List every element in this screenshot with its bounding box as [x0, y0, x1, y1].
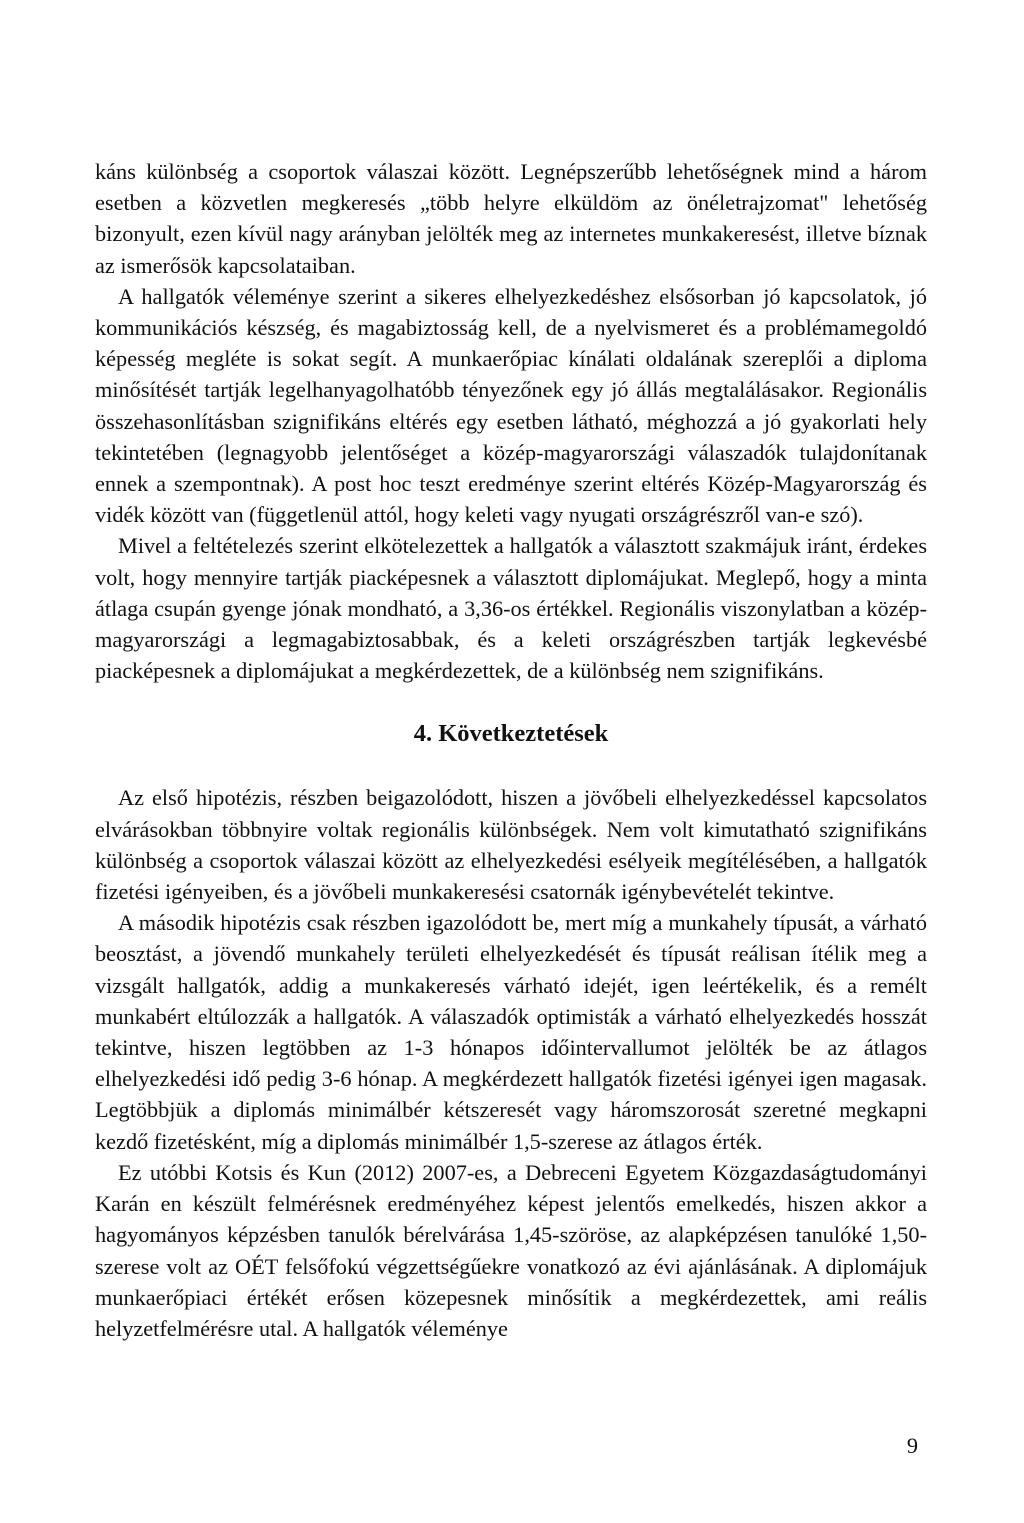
- body-paragraph: káns különbség a csoportok válaszai között. Legnépszerűbb lehetőségnek mind a három esetben a közvetlen megkeresés „több helyre elküldöm az önéletrajzomat" lehetőség bizonyult, ezen kívül nagy arányban jelölték meg az internetes munkakeresést, illetve bíznak az ismerősök kapcsolataiban.: [95, 159, 927, 278]
- page-body: [95, 156, 927, 1344]
- paragraphs-before-heading: [95, 156, 927, 686]
- page-number: 9: [906, 1433, 918, 1458]
- paragraphs-after-heading: [95, 782, 927, 1344]
- body-paragraph: Mivel a feltételezés szerint elkötelezettek a hallgatók a választott szakmájuk iránt, érdekes volt, hogy mennyire tartják piacképesnek a választott diplomájukat. Meglepő, hogy a minta átlaga csupán gyenge jónak mondható, a 3,36-os értékkel. Regionális viszonylatban a közép-magyarországi a legmagabiztosabbak, és a keleti országrészben tartják legkevésbé piacképesnek a diplomájukat a megkérdezettek, de a különbség nem szignifikáns.: [95, 533, 927, 684]
- body-paragraph: Ez utóbbi Kotsis és Kun (2012) 2007-es, a Debreceni Egyetem Közgazdaságtudományi Karán en készült felmérésnek eredményéhez képest jelentős emelkedés, hiszen akkor a hagyományos képzésben tanulók bérelvárása 1,45-szöröse, az alapképzésen tanulóké 1,50-szerese volt az OÉT felsőfokú végzettségűekre vonatkozó az évi ajánlásának. A diplomájuk munkaerőpiaci értékét erősen közepesnek minősítik a megkérdezettek, ami reális helyzetfelmérésre utal. A hallgatók véleménye: [95, 1159, 927, 1341]
- body-paragraph: Az első hipotézis, részben beigazolódott, hiszen a jövőbeli elhelyezkedéssel kapcsolatos elvárásokban többnyire voltak regionális különbségek. Nem volt kimutatható szignifikáns különbség a csoportok válaszai között az elhelyezkedési esélyeik megítélésében, a hallgatók fizetési igényeiben, és a jövőbeli munkakeresési csatornák igénybevételét tekintve.: [95, 785, 927, 905]
- body-paragraph: A második hipotézis csak részben igazolódott be, mert míg a munkahely típusát, a várható beosztást, a jövendő munkahely területi elhelyezkedését és típusát reálisan ítélik meg a vizsgált hallgatók, addig a munkakeresés várható idejét, igen leértékelik, és a remélt munkabért eltúlozzák a hallgatók. A válaszadók optimisták a várható elhelyezkedés hosszát tekintve, hiszen legtöbben az 1-3 hónapos időintervallumot jelölték be az átlagos elhelyezkedési idő pedig 3-6 hónap. A megkérdezett hallgatók fizetési igényei igen magasak. Legtöbbjük a diplomás minimálbér kétszeresét vagy háromszorosát szeretné megkapni kezdő fizetésként, míg a diplomás minimálbér 1,5-szerese az átlagos érték.: [95, 910, 927, 1154]
- body-paragraph: A hallgatók véleménye szerint a sikeres elhelyezkedéshez elsősorban jó kapcsolatok, jó kommunikációs készség, és magabiztosság kell, de a nyelvismeret és a problémamegoldó képesség megléte is sokat segít. A munkaerőpiac kínálati oldalának szereplői a diploma minősítését tartják legelhanyagolhatóbb tényezőnek egy jó állás megtalálásakor. Regionális összehasonlításban szignifikáns eltérés egy esetben látható, méghozzá a jó gyakorlati hely tekintetében (legnagyobb jelentőséget a közép-magyarországi válaszadók tulajdonítanak ennek a szempontnak). A post hoc teszt eredménye szerint eltérés Közép-Magyarország és vidék között van (függetlenül attól, hogy keleti vagy nyugati országrészről van-e szó).: [95, 283, 927, 528]
- section-heading: 4. Következtetések: [413, 720, 609, 748]
